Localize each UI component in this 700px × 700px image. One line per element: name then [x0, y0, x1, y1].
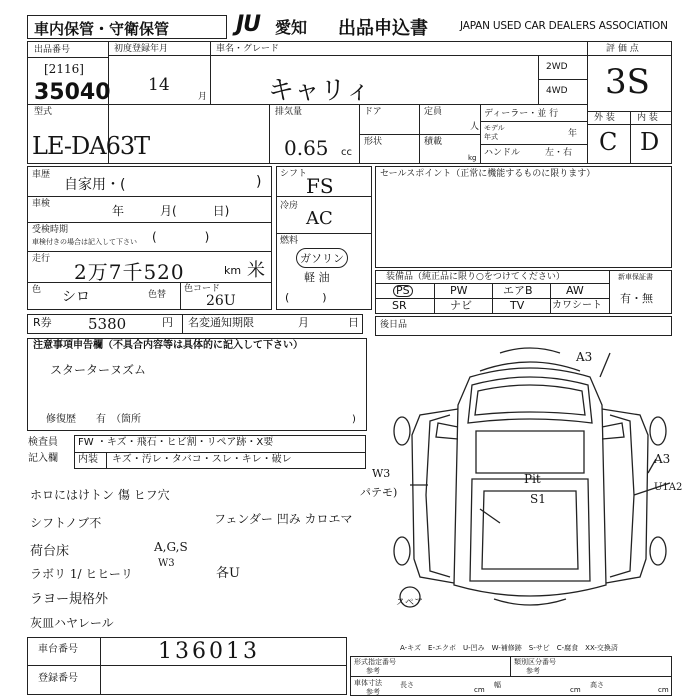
inspector-sub-label: 記入欄: [28, 453, 58, 464]
capacity-label: 定員: [424, 107, 443, 117]
name-change-month: 月: [298, 316, 309, 329]
mark-a3-right: A3: [654, 452, 671, 466]
load-unit: kg: [468, 154, 477, 162]
chassis-number: 136013: [158, 639, 260, 664]
score-label: 評 価 点: [606, 44, 639, 54]
recycle-value: 5380: [88, 315, 127, 333]
interior-grade: D: [640, 128, 660, 156]
shift-label: シフト: [280, 169, 308, 179]
width-label: 幅: [494, 681, 501, 689]
color-swap-label: 色替: [148, 290, 167, 300]
car-name: キャリィ: [268, 76, 371, 106]
load-label: 積載: [424, 137, 443, 147]
handwritten-note: ホロにはけトン 傷 ヒフ穴: [30, 488, 170, 502]
handwritten-note: シフトノブ不: [30, 516, 102, 530]
handle-label: ハンドル: [484, 148, 521, 158]
lot-code: [2116]: [44, 62, 84, 76]
model-year-sub: 年式: [484, 133, 498, 141]
mark-patemi: パテモ): [360, 486, 398, 499]
mark-kakuu: 各U: [216, 566, 240, 581]
inspector-row2: キズ・汚レ・タバコ・スレ・キレ・破レ: [112, 454, 292, 465]
form-title: 出品申込書: [338, 18, 428, 39]
capacity-unit: 人: [470, 122, 480, 132]
dealer-label: ディーラー・並 行: [484, 109, 559, 119]
displacement-unit: cc: [341, 147, 352, 158]
mark-center-1: Pit: [524, 472, 541, 486]
recycle-unit: 円: [162, 316, 173, 329]
equipment-circle-mark: ○: [476, 272, 484, 282]
mileage-label: 走行: [32, 254, 51, 264]
size-label: 車体寸法: [354, 679, 382, 687]
color-code-value: 26U: [206, 293, 236, 309]
model-year-label: モデル: [484, 124, 505, 132]
name-grade-label: 車名・グレード: [216, 44, 280, 54]
height-unit: cm: [658, 686, 669, 694]
equipment-item: PW: [450, 284, 468, 297]
name-change-day: 日: [348, 316, 359, 329]
length-unit: cm: [474, 686, 485, 694]
color-code-label: 色コード: [184, 284, 221, 294]
after-items-box: [375, 316, 672, 336]
class-ref: 参考: [526, 667, 540, 675]
handwritten-note: 灰皿ハヤレール: [30, 616, 114, 630]
door-label: ドア: [364, 107, 382, 117]
storage-label: 車内保管・守衛保管: [34, 20, 170, 38]
sales-point-box: [375, 166, 672, 268]
after-items-label: 後日品: [380, 320, 408, 330]
mark-ags: A,G,S: [154, 540, 188, 554]
mileage-value: 2万7千520: [74, 260, 185, 284]
mark-w3-b: W3: [158, 558, 175, 569]
mileage-unit: km: [224, 264, 242, 277]
size-ref: 参考: [366, 688, 380, 696]
receive-note: 車検付きの場合は記入して下さい: [32, 238, 137, 246]
notes-title: 注意事項申告欄（不具合内容等は具体的に記入して下さい）: [33, 340, 303, 351]
receive-paren: ( ): [152, 230, 210, 244]
equipment-item: SR: [392, 299, 407, 312]
repair-history-label: 修復歴 有 （箇所: [46, 414, 141, 425]
inspector-label: 検査員: [28, 437, 58, 448]
registration-label: 登録番号: [38, 673, 78, 684]
spec-ref: 参考: [366, 667, 380, 675]
equipment-item: PS: [393, 285, 413, 297]
shift-value: FS: [306, 174, 334, 198]
drive-2wd: 2WD: [546, 62, 568, 72]
first-reg-year: 14: [148, 75, 170, 95]
model-value: LE-DA63T: [32, 132, 150, 160]
displacement-label: 排気量: [275, 107, 303, 117]
history-value: 自家用・(: [64, 177, 126, 193]
vehicle-damage-diagram: [380, 345, 683, 635]
equipment-item: AW: [566, 284, 584, 297]
fuel-gasoline: ガソリン: [296, 248, 348, 268]
receive-label: 受検時期: [32, 225, 69, 235]
damage-legend: A-キズ E-エクボ U-凹み W-補修跡 S-サビ C-腐食 XX-交換済: [400, 644, 618, 652]
spec-label: 形式指定番号: [354, 658, 396, 666]
recycle-label: R券: [33, 316, 52, 329]
handwritten-note: 荷台床: [30, 544, 70, 559]
mark-w3: W3: [372, 467, 391, 480]
sales-point-label: セールスポイント（正常に機能するものに限ります）: [380, 169, 596, 179]
spare-label: スペア: [396, 598, 424, 608]
model-year-unit: 年: [568, 129, 578, 139]
history-close: ): [256, 174, 262, 190]
fuel-paren: ( ): [285, 291, 327, 304]
drive-4wd: 4WD: [546, 86, 568, 96]
interior-label: 内 装: [637, 113, 658, 123]
chassis-label: 車台番号: [38, 644, 78, 655]
width-unit: cm: [570, 686, 581, 694]
inspection-label: 車検: [32, 199, 51, 209]
equipment-item: TV: [510, 299, 525, 312]
lot-number: 35040: [34, 80, 111, 105]
first-reg-label: 初度登録年月: [114, 44, 169, 54]
notes-entry: スターターヌズム: [50, 363, 147, 377]
ju-logo: JU: [236, 12, 261, 37]
equipment-item: エアB: [503, 284, 533, 297]
length-label: 長さ: [400, 681, 414, 689]
inspector-row1: FW ・キズ・飛石・ヒビ割・リペア跡・X要: [78, 437, 274, 448]
month-unit: 月: [198, 92, 208, 102]
handwritten-note: ラヨー規格外: [30, 592, 109, 607]
exterior-grade: C: [599, 128, 618, 156]
mileage-mark: 米: [247, 260, 265, 281]
equipment-label-tail: をつけてください）: [483, 272, 565, 282]
color-value: シロ: [62, 289, 90, 305]
name-change-label: 名変通知期限: [188, 316, 254, 329]
handwritten-note: ラボリ 1/ ヒヒーリ: [30, 567, 133, 581]
class-label: 類別区分番号: [514, 658, 556, 666]
history-label: 車歴: [32, 170, 51, 180]
equipment-label: [386, 272, 565, 282]
color-label: 色: [32, 285, 42, 295]
handle-lr: 左・右: [545, 148, 573, 158]
mark-a3-top: A3: [576, 350, 593, 364]
fuel-label: 燃料: [280, 236, 299, 246]
lot-label: 出品番号: [34, 45, 71, 55]
shape-label: 形状: [364, 137, 383, 147]
storage-box: [27, 15, 227, 39]
displacement-value: 0.65: [284, 136, 329, 160]
height-label: 高さ: [590, 681, 604, 689]
inspection-date: 年 月( 日): [112, 204, 230, 218]
mark-fender: フェンダー 凹み カロエマ: [214, 512, 353, 526]
equipment-label-text: 装備品（純正品に限り: [386, 272, 477, 282]
mark-center-2: S1: [530, 492, 546, 506]
equipment-item: ナビ: [450, 299, 472, 312]
org-name: 愛知: [275, 18, 308, 37]
warranty-value: 有・無: [620, 292, 653, 305]
mark-u1a2: U1A2: [654, 482, 683, 493]
ac-label: 冷房: [280, 201, 299, 211]
association-name: JAPAN USED CAR DEALERS ASSOCIATION: [460, 20, 668, 32]
equipment-item: カワシート: [552, 300, 602, 311]
repair-history-close: ): [352, 414, 356, 425]
ac-value: AC: [306, 208, 333, 229]
warranty-label: 新車保証書: [618, 273, 653, 281]
inspector-row2-label: 内装: [78, 454, 98, 465]
score-value: 3S: [605, 62, 650, 102]
fuel-diesel: 軽 油: [304, 271, 330, 284]
model-label: 型式: [34, 107, 53, 117]
exterior-label: 外 装: [594, 113, 615, 123]
